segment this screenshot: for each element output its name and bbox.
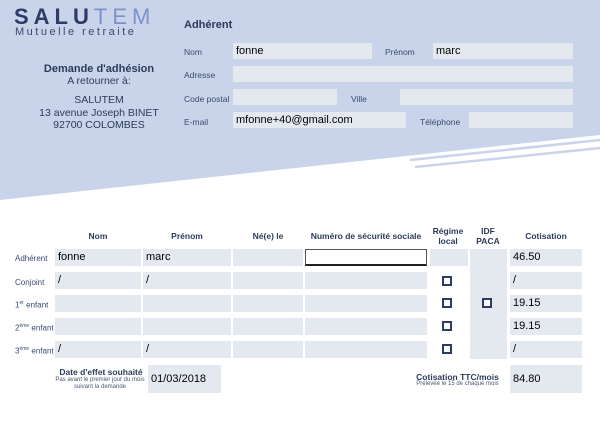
idf-paca-checkbox[interactable] [482, 298, 492, 308]
row-label-enfant-3-text: enfant [29, 346, 54, 356]
row-label-enfant-2-text: enfant [29, 323, 54, 333]
date-effet-label: Date d'effet souhaité [59, 367, 143, 377]
col-header-secu: Numéro de sécurité sociale [310, 231, 422, 241]
row-adherent-secu[interactable] [305, 249, 427, 266]
row-enfant2-secu[interactable] [305, 318, 427, 335]
form-title: Demande d'adhésion [43, 63, 155, 75]
logo-tagline: Mutuelle retraite [15, 26, 137, 38]
row-label-enfant-2 [15, 323, 54, 333]
email-label: E-mail [184, 117, 209, 127]
row-label-conjoint: Conjoint [15, 278, 45, 287]
col-header-regime [428, 226, 468, 246]
row-enfant3-regime-checkbox[interactable] [442, 344, 452, 354]
address-line-2: 13 avenue Joseph BINET [39, 107, 159, 119]
row-enfant1-cotisation[interactable]: 19.15 [510, 295, 582, 312]
row-label-enfant-1-text: enfant [23, 300, 49, 310]
row-enfant3-prenom[interactable]: / [143, 341, 231, 358]
col-header-cotisation: Cotisation [525, 231, 567, 241]
row-adherent-prenom[interactable]: marc [143, 249, 231, 266]
row-conjoint-cotisation[interactable]: / [510, 272, 582, 289]
row-conjoint-regime-checkbox[interactable] [442, 276, 452, 286]
code-postal-label: Code postal [184, 94, 230, 104]
row-enfant2-cotisation[interactable]: 19.15 [510, 318, 582, 335]
row-enfant3-ne-le[interactable] [233, 341, 303, 358]
ville-field[interactable] [400, 89, 573, 105]
date-effet-field[interactable]: 01/03/2018 [148, 365, 221, 393]
logo-brand-light: TEM [93, 4, 156, 29]
row-conjoint-secu[interactable] [305, 272, 427, 289]
cotisation-total-label: Cotisation TTC/mois [416, 372, 499, 382]
date-effet-sub-1: Pas avant le premier jour du mois [55, 377, 145, 383]
col-header-idf-line2: PACA [476, 236, 500, 246]
row-enfant1-prenom[interactable] [143, 295, 231, 312]
telephone-label: Téléphone [420, 117, 461, 127]
row-adherent-cotisation[interactable]: 46.50 [510, 249, 582, 266]
prenom-label: Prénom [385, 47, 415, 57]
row-enfant2-regime-checkbox[interactable] [442, 321, 452, 331]
row-enfant1-secu[interactable] [305, 295, 427, 312]
col-header-idf [469, 226, 507, 246]
row-enfant2-ne-le[interactable] [233, 318, 303, 335]
row-label-enfant-2-num: 2 [15, 323, 20, 333]
row-label-enfant-3-sup: ème [19, 346, 30, 352]
prenom-field[interactable]: marc [433, 43, 573, 59]
row-enfant2-prenom[interactable] [143, 318, 231, 335]
col-header-regime-line1: Régime [432, 226, 464, 236]
row-label-enfant-3-num: 3 [15, 346, 20, 356]
date-effet-sub-2: suivant la demande [73, 384, 127, 390]
address-line-3: 92700 COLOMBES [53, 119, 145, 131]
row-conjoint-nom[interactable]: / [55, 272, 141, 289]
col-header-nom: Nom [88, 231, 108, 241]
row-label-enfant-1-sup: er [19, 300, 24, 306]
adherent-section-title: Adhérent [184, 19, 233, 31]
row-label-adherent: Adhérent [15, 254, 48, 263]
row-enfant3-nom[interactable]: / [55, 341, 141, 358]
cotisation-total-sub: Prélevée le 15 de chaque mois [416, 381, 499, 387]
return-to-label: A retourner à: [67, 75, 131, 87]
row-adherent-nom[interactable]: fonne [55, 249, 141, 266]
row-label-enfant-1 [15, 300, 48, 310]
adresse-field[interactable] [233, 66, 573, 82]
row-adherent-regime [430, 249, 468, 266]
row-enfant3-secu[interactable] [305, 341, 427, 358]
adresse-label: Adresse [184, 70, 216, 80]
col-header-idf-line1: IDF [481, 226, 495, 236]
row-enfant1-nom[interactable] [55, 295, 141, 312]
cotisation-total-field[interactable]: 84.80 [510, 365, 582, 393]
col-header-ne-le: Né(e) le [252, 231, 284, 241]
row-conjoint-prenom[interactable]: / [143, 272, 231, 289]
col-header-regime-line2: local [438, 236, 458, 246]
address-line-1: SALUTEM [74, 94, 124, 106]
row-label-enfant-2-sup: ème [19, 323, 30, 329]
logo-brand-dark: SALU [14, 4, 94, 29]
row-enfant2-nom[interactable] [55, 318, 141, 335]
nom-field[interactable]: fonne [233, 43, 372, 59]
row-enfant1-regime-checkbox[interactable] [442, 298, 452, 308]
row-label-enfant-1-num: 1 [15, 300, 20, 310]
row-conjoint-ne-le[interactable] [233, 272, 303, 289]
nom-label: Nom [184, 47, 202, 57]
row-enfant3-cotisation[interactable]: / [510, 341, 582, 358]
telephone-field[interactable] [469, 112, 573, 128]
row-enfant1-ne-le[interactable] [233, 295, 303, 312]
col-header-prenom: Prénom [171, 231, 203, 241]
row-adherent-ne-le[interactable] [233, 249, 303, 266]
code-postal-field[interactable] [233, 89, 337, 105]
row-label-enfant-3 [15, 346, 54, 356]
email-field[interactable]: mfonne+40@gmail.com [233, 112, 406, 128]
ville-label: Ville [351, 94, 367, 104]
